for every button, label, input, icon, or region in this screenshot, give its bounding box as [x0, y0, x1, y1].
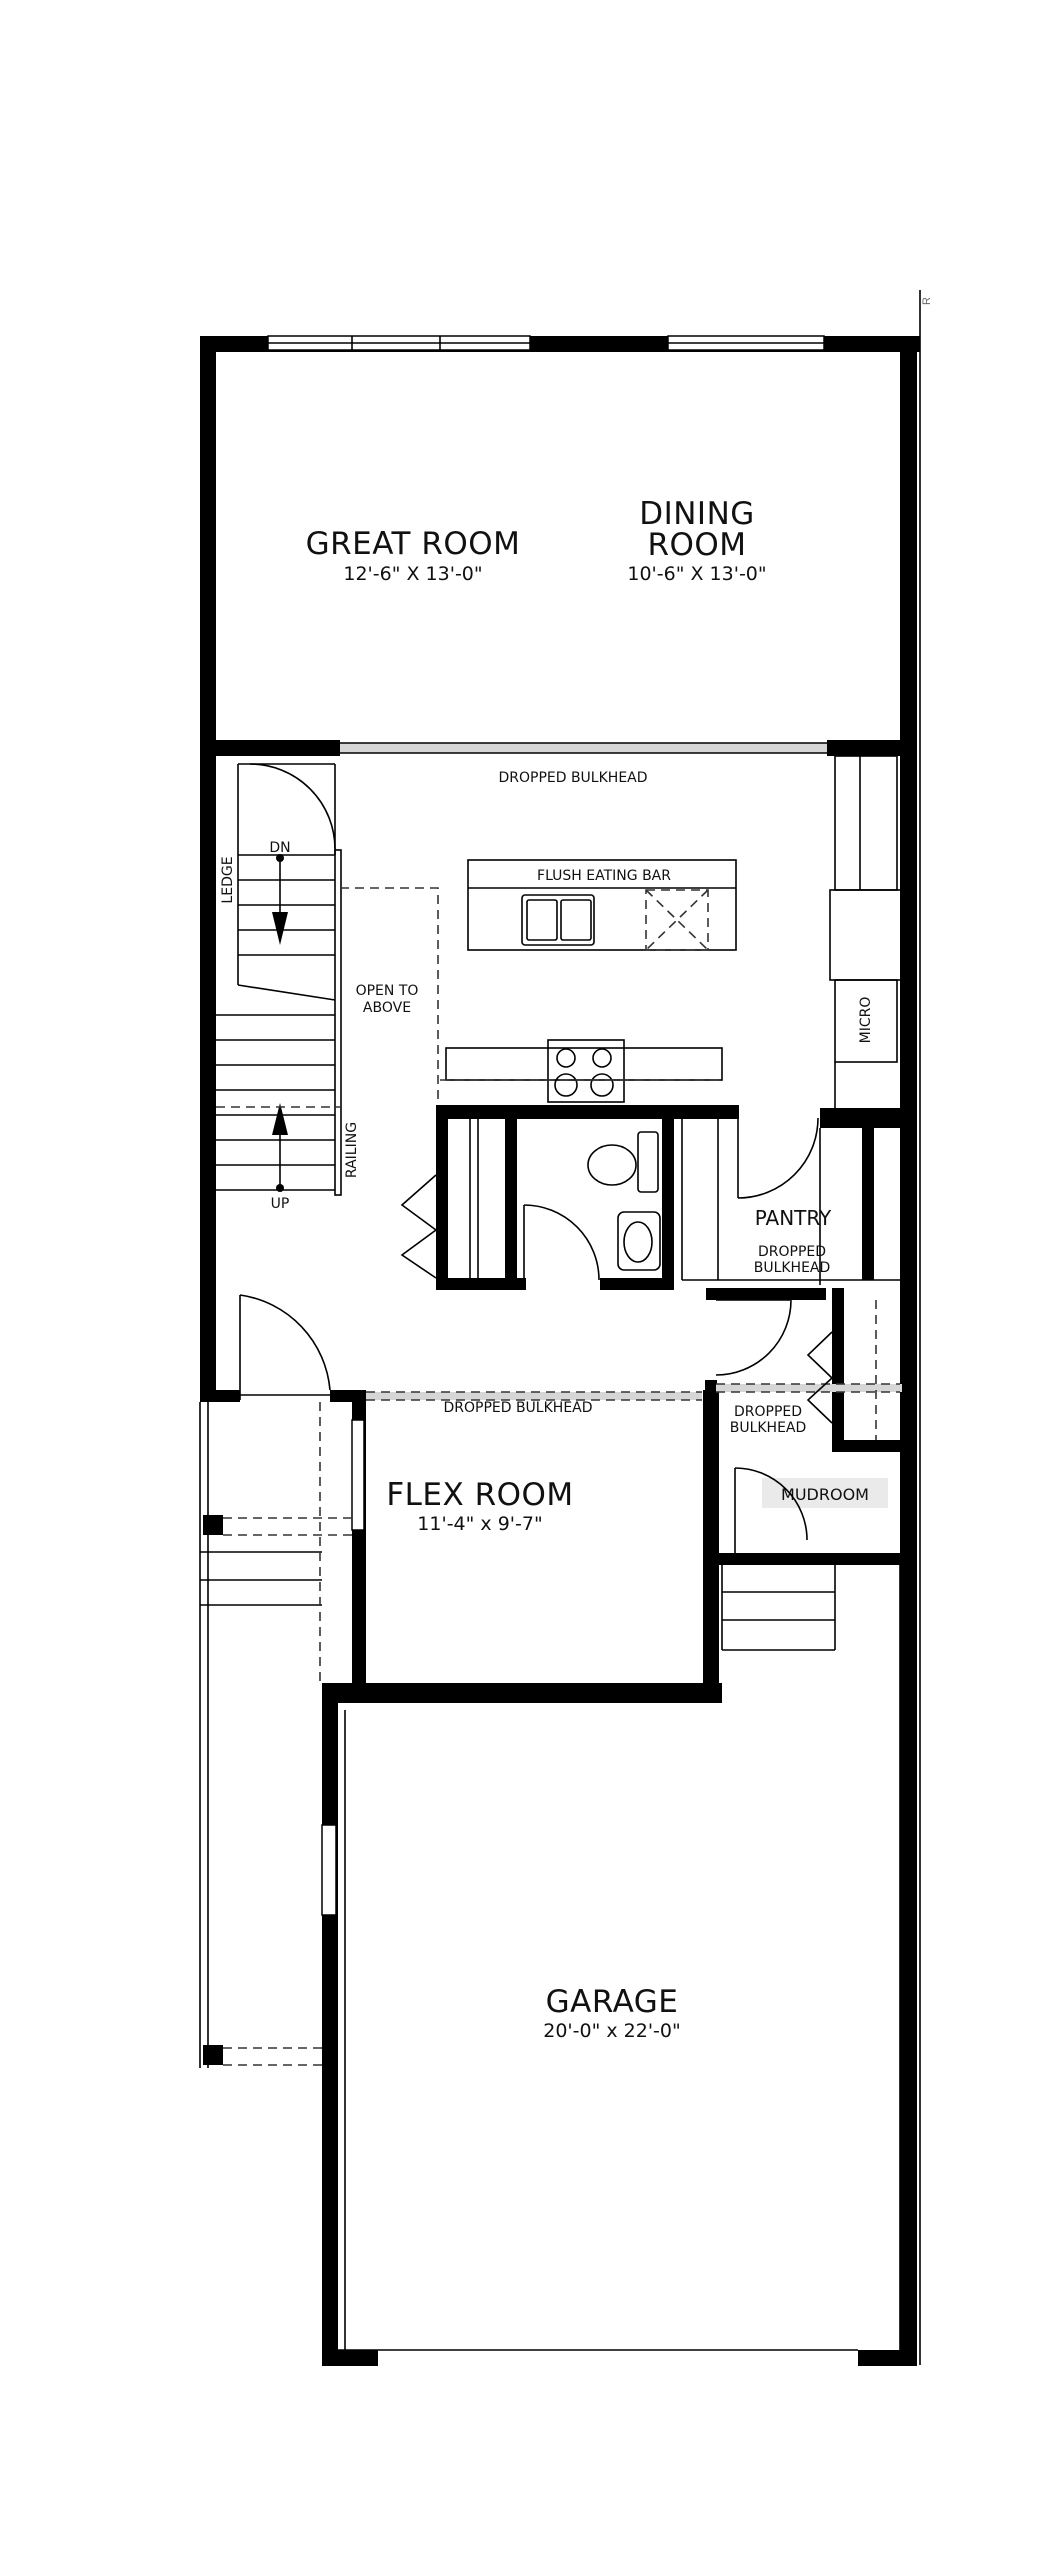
kitchen [440, 756, 917, 1122]
flush-eating-bar-label: FLUSH EATING BAR [537, 868, 671, 884]
open-to-above-1: OPEN TO [355, 983, 419, 999]
garage-title: GARAGE [545, 1984, 679, 2020]
mud-bulkhead-1: DROPPED [733, 1404, 803, 1420]
flex-room-title: FLEX ROOM [386, 1477, 574, 1513]
dining-room-title-2: ROOM [647, 527, 747, 563]
pantry-bulkhead-1: DROPPED [757, 1244, 827, 1260]
corner-mark: R [921, 297, 933, 305]
mud-bulkhead-2: BULKHEAD [729, 1420, 807, 1436]
dropped-bulkhead-flex: DROPPED BULKHEAD [443, 1400, 593, 1416]
mudroom-label: MUDROOM [781, 1485, 869, 1504]
garage-dims: 20'-0" x 22'-0" [543, 2020, 681, 2042]
great-room-dims: 12'-6" X 13'-0" [343, 563, 483, 585]
flex-room [200, 1295, 702, 1535]
dropped-bulkhead-top: DROPPED BULKHEAD [498, 770, 648, 786]
dining-room-title-1: DINING [639, 496, 755, 532]
up-label: UP [270, 1196, 290, 1212]
dn-label: DN [269, 840, 291, 856]
pantry-bulkhead-2: BULKHEAD [753, 1260, 831, 1276]
flex-room-dims: 11'-4" x 9'-7" [417, 1513, 543, 1535]
micro-label: MICRO [858, 996, 874, 1044]
mudroom [705, 1300, 902, 1650]
railing-label: RAILING [344, 1121, 360, 1179]
bulkhead-band-top [340, 743, 827, 753]
dining-room-dims: 10'-6" X 13'-0" [627, 563, 767, 585]
great-room-title: GREAT ROOM [305, 526, 521, 562]
open-to-above-2: ABOVE [362, 1000, 412, 1016]
ledge-label: LEDGE [220, 856, 236, 904]
pantry-label: PANTRY [754, 1206, 832, 1230]
garage [322, 1565, 900, 2350]
staircase [216, 764, 438, 1212]
